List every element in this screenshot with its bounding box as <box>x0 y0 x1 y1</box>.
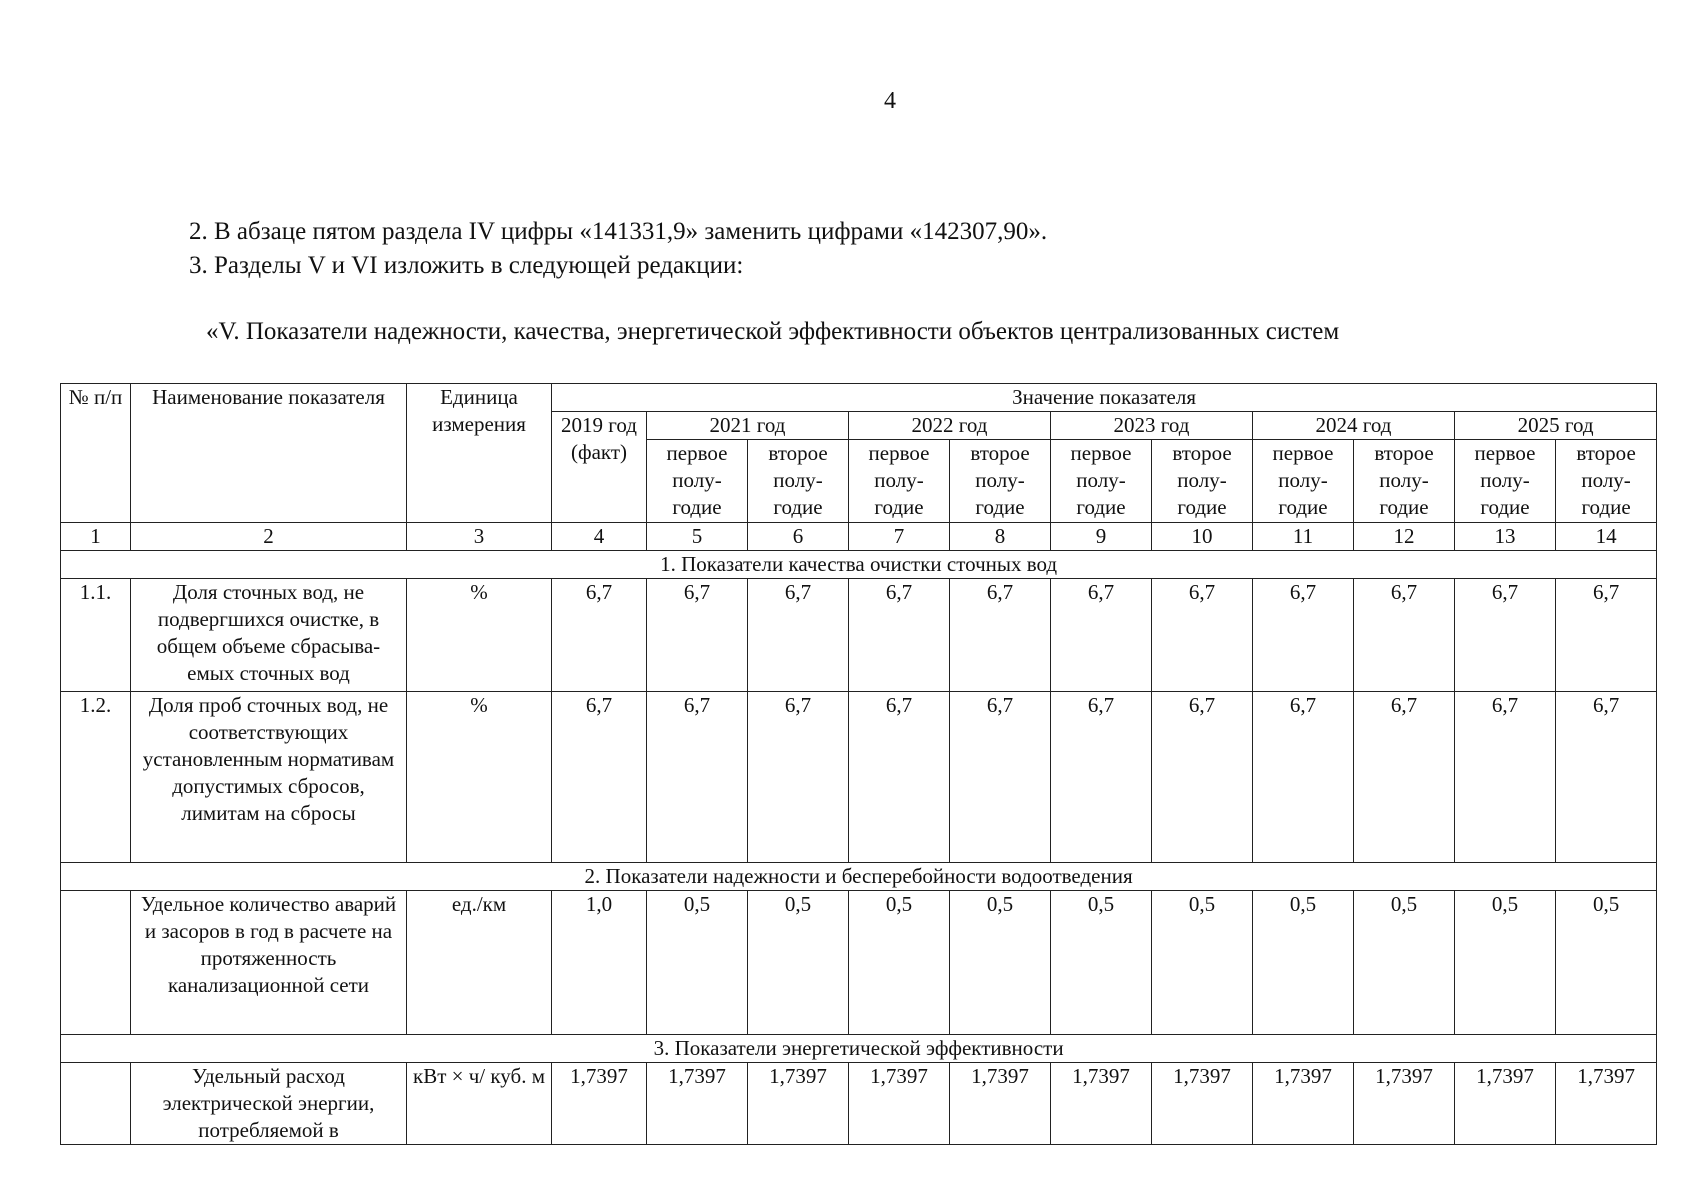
header-first-half: первое полу-годие <box>1455 440 1556 523</box>
row-value: 0,5 <box>1455 891 1556 1035</box>
row-value: 6,7 <box>1455 579 1556 692</box>
section-row <box>61 551 1657 579</box>
row-value: 0,5 <box>748 891 849 1035</box>
row-name: Доля проб сточных вод, не соответствующих установленным нормативам допустимых сбросов, лимитам на сбросы <box>131 692 407 863</box>
column-number: 7 <box>849 523 950 551</box>
column-number: 1 <box>61 523 131 551</box>
row-num: 1.1. <box>61 579 131 692</box>
row-name: Удельное количество аварий и засоров в год в расчете на протяженность канализационной сети <box>131 891 407 1035</box>
row-name: Удельный расход электрической энергии, потребляемой в <box>131 1063 407 1145</box>
section-heading: 2. Показатели надежности и бесперебойности водоотведения <box>61 863 1657 891</box>
row-value: 1,7397 <box>849 1063 950 1145</box>
column-number: 11 <box>1253 523 1354 551</box>
header-year: 2024 год <box>1253 412 1455 440</box>
row-value: 1,7397 <box>950 1063 1051 1145</box>
section-heading: 3. Показатели энергетической эффективности <box>61 1035 1657 1063</box>
row-value: 6,7 <box>1455 692 1556 863</box>
column-number: 4 <box>552 523 647 551</box>
header-year: 2021 год <box>647 412 849 440</box>
header-first-half: первое полу-годие <box>647 440 748 523</box>
row-value: 0,5 <box>1354 891 1455 1035</box>
header-year: 2025 год <box>1455 412 1657 440</box>
column-number: 10 <box>1152 523 1253 551</box>
row-value: 6,7 <box>950 692 1051 863</box>
row-value: 1,7397 <box>552 1063 647 1145</box>
row-value: 6,7 <box>1152 579 1253 692</box>
row-value: 6,7 <box>1556 579 1657 692</box>
column-numbers-row <box>61 523 1657 551</box>
table-body <box>61 384 1657 1145</box>
row-value: 1,7397 <box>1556 1063 1657 1145</box>
header-first-half: первое полу-годие <box>1253 440 1354 523</box>
row-value: 1,7397 <box>1455 1063 1556 1145</box>
row-value: 1,7397 <box>647 1063 748 1145</box>
header-second-half: второе полу-годие <box>748 440 849 523</box>
row-value: 6,7 <box>1253 579 1354 692</box>
table-row <box>61 692 1657 863</box>
header-second-half: второе полу-годие <box>1152 440 1253 523</box>
row-num <box>61 891 131 1035</box>
paragraph-1: 2. В абзаце пятом раздела IV цифры «141331,9» заменить цифрами «142307,90». <box>189 218 1048 245</box>
header-year-2019: 2019 год (факт) <box>552 412 647 523</box>
row-num: 1.2. <box>61 692 131 863</box>
row-value: 0,5 <box>1556 891 1657 1035</box>
row-unit: кВт × ч/ куб. м <box>407 1063 552 1145</box>
row-value: 0,5 <box>1253 891 1354 1035</box>
row-value: 0,5 <box>1152 891 1253 1035</box>
row-value: 6,7 <box>1253 692 1354 863</box>
header-year: 2022 год <box>849 412 1051 440</box>
table-row <box>61 1063 1657 1145</box>
header-name: Наименование показателя <box>131 384 407 523</box>
row-value: 1,7397 <box>1152 1063 1253 1145</box>
header-second-half: второе полу-годие <box>1354 440 1455 523</box>
row-value: 1,0 <box>552 891 647 1035</box>
row-value: 6,7 <box>552 579 647 692</box>
row-name: Доля сточных вод, не подвергшихся очистке, в общем объеме сбрасыва-емых сточных вод <box>131 579 407 692</box>
table-row <box>61 579 1657 692</box>
row-value: 1,7397 <box>1253 1063 1354 1145</box>
column-number: 3 <box>407 523 552 551</box>
section-row <box>61 1035 1657 1063</box>
column-number: 14 <box>1556 523 1657 551</box>
header-second-half: второе полу-годие <box>1556 440 1657 523</box>
header-value-group: Значение показателя <box>552 384 1657 412</box>
row-value: 6,7 <box>647 692 748 863</box>
page-number: 4 <box>884 88 896 114</box>
header-second-half: второе полу-годие <box>950 440 1051 523</box>
row-value: 6,7 <box>950 579 1051 692</box>
row-value: 6,7 <box>1556 692 1657 863</box>
column-number: 6 <box>748 523 849 551</box>
section-heading: 1. Показатели качества очистки сточных вод <box>61 551 1657 579</box>
indicators-table <box>60 383 1657 1145</box>
header-row <box>61 384 1657 412</box>
header-first-half: первое полу-годие <box>1051 440 1152 523</box>
column-number: 9 <box>1051 523 1152 551</box>
row-value: 0,5 <box>647 891 748 1035</box>
column-number: 12 <box>1354 523 1455 551</box>
row-value: 6,7 <box>1051 579 1152 692</box>
header-num: № п/п <box>61 384 131 523</box>
row-unit: % <box>407 579 552 692</box>
column-number: 13 <box>1455 523 1556 551</box>
row-value: 0,5 <box>1051 891 1152 1035</box>
paragraph-2: 3. Разделы V и VI изложить в следующей редакции: <box>189 252 744 279</box>
row-value: 6,7 <box>849 579 950 692</box>
row-value: 6,7 <box>1354 579 1455 692</box>
row-value: 0,5 <box>950 891 1051 1035</box>
column-number: 2 <box>131 523 407 551</box>
row-unit: % <box>407 692 552 863</box>
row-value: 1,7397 <box>1354 1063 1455 1145</box>
row-value: 1,7397 <box>748 1063 849 1145</box>
header-year: 2023 год <box>1051 412 1253 440</box>
row-value: 1,7397 <box>1051 1063 1152 1145</box>
column-number: 5 <box>647 523 748 551</box>
column-number: 8 <box>950 523 1051 551</box>
row-value: 6,7 <box>552 692 647 863</box>
header-first-half: первое полу-годие <box>849 440 950 523</box>
row-value: 6,7 <box>748 579 849 692</box>
row-value: 6,7 <box>1354 692 1455 863</box>
row-value: 6,7 <box>1051 692 1152 863</box>
row-value: 6,7 <box>647 579 748 692</box>
section-title: «V. Показатели надежности, качества, энергетической эффективности объектов централизованных систем <box>206 318 1340 345</box>
row-unit: ед./км <box>407 891 552 1035</box>
row-value: 6,7 <box>849 692 950 863</box>
table-row <box>61 891 1657 1035</box>
header-unit: Единица измерения <box>407 384 552 523</box>
row-value: 6,7 <box>748 692 849 863</box>
row-value: 0,5 <box>849 891 950 1035</box>
section-row <box>61 863 1657 891</box>
row-value: 6,7 <box>1152 692 1253 863</box>
row-num <box>61 1063 131 1145</box>
